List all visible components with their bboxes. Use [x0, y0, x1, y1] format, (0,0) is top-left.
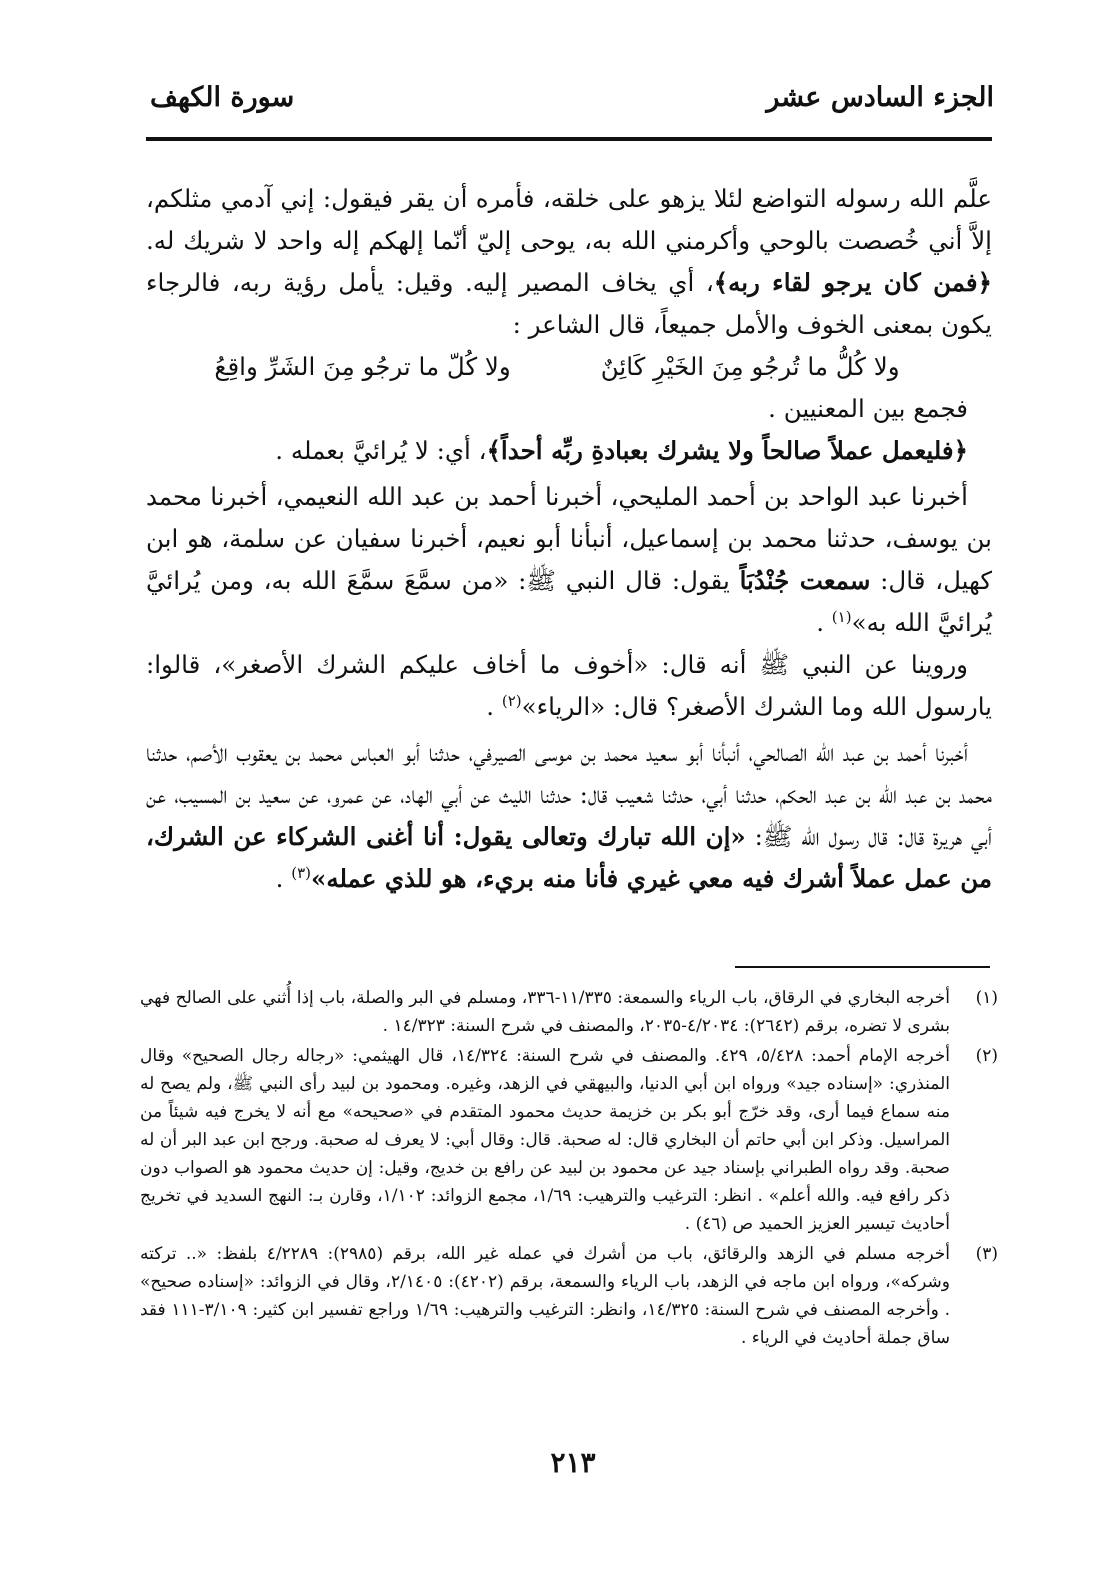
footnote-divider	[735, 966, 990, 968]
poem-hemistich-left: ولا كُلّ ما ترجُو مِنَ الشَرِّ واقِعُ	[214, 352, 511, 381]
footnote-text: أخرجه مسلم في الزهد والرقائق، باب من أشرك في عمله غير الله، برقم (٢٩٨٥): ٤/٢٢٨٩ بلفظ: «.. تركته وشركه»، ورواه ابن ماجه في الزهد، باب الرياء والسمعة، برقم (٤٢٠٢): ٢/١٤٠٥، وقال في الزوائد: «إسناده صحيح» . وأخرجه المصنف في شرح السنة: ١٤/٣٢٥، وانظر: الترغيب والترهيب: ١/٦٩ وراجع تفسير ابن كثير: ٣/١٠٩-١١١ فقد ساق جملة أحاديث في الرياء .	[140, 1244, 950, 1348]
paragraph-1	[146, 178, 992, 346]
main-text	[146, 178, 992, 900]
paragraph-text: علَّم الله رسوله التواضع لئلا يزهو على خلقه، فأمره أن يقر فيقول: إني آدمي مثلكم، إلاَّ أني خُصصت بالوحي وأكرمني الله به، يوحى إليّ أنّما إلهكم إله واحد لا شريك له.	[146, 184, 992, 255]
bold-name: سمعت جُنْدُبَاً	[739, 566, 871, 595]
paragraph-text: أخبرنا أحمد بن عبد الله الصالحي، أنبأنا أبو سعيد محمد بن موسى الصيرفي، حدثنا أبو العباس محمد بن يعقوب الأصم، حدثنا محمد بن عبد الله بن عبد الحكم، حدثنا أبي، حدثنا شعيب قال: حدثنا الليث عن أبي الهاد، عن عمرو، عن سعيد بن المسيب، عن أبي هريرة قال: قال رسول الله ﷺ:	[146, 738, 993, 851]
footnotes	[140, 984, 998, 1354]
paragraph-text: ، أي: لا يُرائيَّ بعمله .	[275, 436, 487, 465]
footnote-number: (٣)	[975, 1244, 998, 1264]
footnote-3	[140, 1240, 998, 1352]
paragraph-2: فجمع بين المعنيين .	[768, 394, 968, 423]
paragraph-text: أخبرنا عبد الواحد بن أحمد المليحي، أخبرنا أحمد بن عبد الله النعيمي، أخبرنا محمد بن يوسف، حدثنا محمد بن إسماعيل، أنبأنا أبو نعيم، أخبرنا سفيان عن سلمة، هو ابن كهيل، قال:	[146, 482, 993, 595]
paragraph-3	[146, 430, 992, 472]
paragraph-6	[146, 732, 992, 900]
footnote-text: أخرجه البخاري في الرقاق، باب الرياء والسمعة: ١١/٣٣٥-٣٣٦، ومسلم في البر والصلة، باب إذا أُثني على الصالح فهي بشرى لا تضره، برقم (٢٦٤٢): ٤/٢٠٣٤-٢٠٣٥، والمصنف في شرح السنة: ١٤/٣٢٣ .	[140, 988, 950, 1036]
quran-quote: ﴿فمن كان يرجو لقاء ربه﴾	[713, 268, 993, 297]
paragraph-4	[146, 476, 992, 644]
footnote-ref: (١)	[831, 607, 852, 626]
running-header-surah: سورة الكهف	[150, 82, 295, 113]
paragraph-text: يقول: قال النبي ﷺ: «من سمَّعَ سمَّعَ الله به، ومن يُرائيَّ يُرائيَّ الله به»	[146, 566, 992, 637]
footnote-number: (١)	[975, 988, 998, 1008]
paragraph-5	[146, 644, 992, 728]
footnote-ref: (٣)	[291, 863, 311, 882]
poem-verse	[146, 346, 992, 388]
footnote-2	[140, 1042, 998, 1238]
footnote-ref: (٢)	[501, 691, 522, 710]
footnote-text: أخرجه الإمام أحمد: ٥/٤٢٨، ٤٢٩. والمصنف في شرح السنة: ١٤/٣٢٤، قال الهيثمي: «رجاله رجال الصحيح» وقال المنذري: «إسناده جيد» ورواه ابن أبي الدنيا، والبيهقي في الزهد، وغيره. ومحمود بن لبيد رأى النبي ﷺ، ولم يصح له منه سماع فيما أرى، وقد خرّج أبو بكر بن خزيمة حديث محمود المتقدم في «صحيحه» مع أنه لا يخرج فيه شيئاً من المراسيل. وذكر ابن أبي حاتم أن البخاري قال: له صحبة. قال: وقال أبي: لا يعرف له صحبة. ورجح ابن عبد البر أن له صحبة. وقد رواه الطبراني بإسناد جيد عن محمود بن لبيد عن رافع بن خديج، وقيل: إن حديث محمود هو الصواب دون ذكر رافع فيه. والله أعلم» . انظر: الترغيب والترهيب: ١/٦٩، مجمع الزوائد: ١/١٠٢، وقارن بـ: النهج السديد في تخريج أحاديث تيسير العزيز الحميد ص (٤٦) .	[140, 1046, 951, 1234]
poem-hemistich-right: ولا كُلُّ ما تُرجُو مِنَ الخَيْرِ كَائِنٌ	[600, 352, 900, 381]
paragraph-end: .	[275, 864, 292, 893]
footnote-1	[140, 984, 998, 1040]
paragraph-text: وروينا عن النبي ﷺ أنه قال: «أخوف ما أخاف عليكم الشرك الأصغر»، قالوا: يارسول الله وما الشرك الأصغر؟ قال: «الرياء»	[146, 650, 992, 721]
hadith-quote: «إن الله تبارك وتعالى يقول: أنا أغنى الشركاء عن الشرك، من عمل عملاً أشرك فيه معي غيري فأنا منه بريء، هو للذي عمله»	[146, 822, 992, 893]
running-header-part: الجزء السادس عشر	[766, 82, 994, 113]
paragraph-end: .	[816, 608, 832, 637]
quran-quote: ﴿فليعمل عملاً صالحاً ولا يشرك بعبادةِ ربِّه أحداً﴾	[486, 436, 968, 465]
paragraph-text: ، أي يخاف المصير إليه. وقيل: يأمل رؤية ربه، فالرجاء يكون بمعنى الخوف والأمل جميعاً، قال الشاعر :	[146, 268, 992, 339]
paragraph-end: .	[486, 692, 502, 721]
page-number: ٢١٣	[550, 1446, 596, 1479]
header-divider	[146, 137, 992, 141]
footnote-number: (٢)	[975, 1046, 998, 1066]
